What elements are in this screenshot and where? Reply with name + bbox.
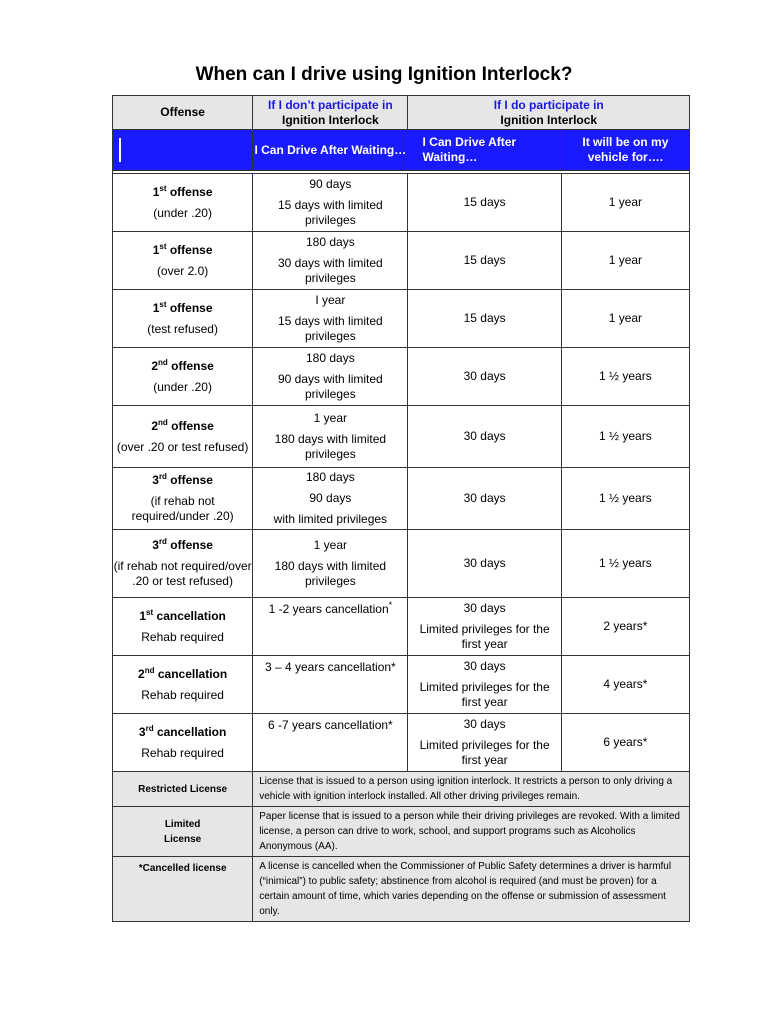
no-participate-cell [253,598,408,656]
offense-label: 2nd offense [151,417,214,433]
no-participate-cell [253,468,408,530]
participate-wait: 30 days [463,429,506,443]
table-row [113,348,690,406]
offense-sub: (over 2.0) [156,263,209,278]
offense-sub: (test refused) [147,321,218,336]
vehicle-duration-cell [561,530,689,598]
wait-primary: 180 days [306,351,355,365]
wait-primary: 1 -2 years cancellation* [268,600,393,616]
wait-primary: 90 days [309,177,352,191]
participate-wait: 30 days [463,717,506,731]
vehicle-duration: 4 years* [603,677,648,691]
offense-header: Offense [113,96,253,130]
vehicle-duration: 1 year [608,253,643,267]
wait-secondary: 90 days with limited privileges [278,372,383,401]
offense-cell [113,232,253,290]
definition-term: *Cancelled license [113,857,253,922]
no-participate-cell [253,714,408,772]
participate-wait: 30 days [463,601,506,615]
vehicle-duration: 6 years* [603,735,648,749]
participate-wait-cell [408,406,561,468]
interlock-table [112,95,690,922]
table-row [113,174,690,232]
offense-cell [113,530,253,598]
vehicle-duration: 1 ½ years [599,491,652,505]
participate-wait-cell [408,530,561,598]
participate-wait-cell [408,174,561,232]
table-row [113,468,690,530]
offense-cell [113,290,253,348]
participate-line2: Ignition Interlock [500,112,598,127]
offense-label: 1st offense [152,241,213,257]
no-participate-line1: If I don’t participate in [268,97,393,112]
definition-term: Limited License [113,807,253,857]
table-row [113,406,690,468]
wait-secondary: 15 days with limited privileges [278,314,383,343]
no-participate-cell [253,232,408,290]
wait-primary: 1 year [313,538,348,552]
offense-cell [113,406,253,468]
vehicle-duration: 1 year [608,311,643,325]
vehicle-duration-cell [561,174,689,232]
offense-sub: Rehab required [141,629,224,644]
participate-wait: 15 days [463,253,506,267]
definition-term: Restricted License [113,772,253,807]
offense-cell [113,598,253,656]
vehicle-duration-cell [561,714,689,772]
vehicle-duration-cell [561,406,689,468]
table-row [113,598,690,656]
offense-cell [113,656,253,714]
no-participate-line2: Ignition Interlock [282,112,379,127]
vehicle-duration: 1 ½ years [599,429,652,443]
wait-secondary: 180 days with limited privileges [274,559,387,588]
col2-subheader: I Can Drive After Waiting… [253,130,408,171]
vehicle-duration: 1 year [608,195,643,209]
offense-label: 2nd cancellation [138,665,228,681]
participate-wait-cell [408,714,561,772]
wait-secondary: 30 days with limited privileges [278,256,383,285]
participate-wait-cell [408,348,561,406]
no-participate-cell [253,174,408,232]
no-participate-header [253,96,408,130]
page-title: When can I drive using Ignition Interlock? [195,64,573,85]
participate-extra: Limited privileges for the first year [419,738,550,767]
participate-wait-cell [408,656,561,714]
participate-line1: If I do participate in [493,97,604,112]
participate-wait: 30 days [463,659,506,673]
offense-cell [113,174,253,232]
definition-row [113,772,690,807]
offense-label: 2nd offense [151,357,214,373]
offense-cell [113,468,253,530]
participate-wait-cell [408,598,561,656]
vehicle-duration-cell [561,290,689,348]
table-row [113,656,690,714]
vehicle-duration-cell [561,348,689,406]
offense-label: 1st offense [152,299,213,315]
offense-sub: (under .20) [153,205,212,220]
table-row [113,530,690,598]
participate-wait: 30 days [463,556,506,570]
definition-desc: A license is cancelled when the Commissioner of Public Safety determines a driver is harmful (“inimical”) to public safety; abstinence from alcohol is required (and must be proven) for a certain amount of time, which varies depending on the offense or submission of assessment only. [253,857,690,922]
offense-sub: Rehab required [141,687,224,702]
wait-primary: 1 year [313,411,348,425]
no-participate-cell [253,656,408,714]
col3-subheader: I Can Drive After Waiting… [408,130,561,171]
participate-wait-cell [408,290,561,348]
vehicle-duration: 1 ½ years [599,556,652,570]
no-participate-cell [253,348,408,406]
participate-wait: 15 days [463,311,506,325]
table-row [113,290,690,348]
wait-primary: 180 days [306,235,355,249]
offense-cell [113,714,253,772]
offense-cell [113,348,253,406]
vehicle-duration: 1 ½ years [599,369,652,383]
header-row [113,96,690,130]
offense-sub: Rehab required [141,745,224,760]
wait-secondary: 15 days with limited privileges [278,198,383,227]
table-row [113,714,690,772]
no-participate-cell [253,406,408,468]
participate-wait: 15 days [463,195,506,209]
definition-row [113,857,690,922]
offense-label: 1st cancellation [139,607,226,623]
participate-wait-cell [408,232,561,290]
no-participate-cell [253,530,408,598]
vehicle-duration-cell [561,598,689,656]
vehicle-duration: 2 years* [603,619,648,633]
offense-label: 3rd cancellation [138,723,227,739]
offense-label: 3rd offense [152,537,213,552]
wait-primary: 6 -7 years cancellation* [267,718,393,732]
table-row [113,232,690,290]
participate-header [408,96,690,130]
wait-primary: 180 days [306,470,355,484]
definition-desc: License that is issued to a person using ignition interlock. It restricts a person to only driving a vehicle with ignition interlock installed. All other driving privileges remain. [253,772,690,807]
offense-sub: (if rehab not required/under .20) [131,494,234,523]
definition-desc: Paper license that is issued to a person while their driving privileges are revoked. With a limited license, a person can drive to work, school, and support programs such as Alcoholics Anonymous (AA). [253,807,690,857]
offense-label: 3rd offense [152,472,213,487]
definition-row [113,807,690,857]
participate-extra: Limited privileges for the first year [419,622,550,651]
vehicle-duration-cell [561,468,689,530]
col4-subheader: It will be on my vehicle for…. [561,130,689,171]
wait-primary: 3 – 4 years cancellation* [264,660,396,674]
offense-sub: (if rehab not required/over .20 or test refused) [113,559,252,588]
participate-wait: 30 days [463,491,506,505]
wait-secondary: 180 days with limited privileges [274,432,387,461]
offense-label: 1st offense [152,183,213,199]
wait-primary: I year [315,293,346,307]
vehicle-duration-cell [561,232,689,290]
participate-extra: Limited privileges for the first year [419,680,550,709]
offense-sub: (over .20 or test refused) [116,439,249,454]
wait-tertiary: with limited privileges [273,512,388,526]
no-participate-cell [253,290,408,348]
offense-sub: (under .20) [153,379,212,394]
participate-wait: 30 days [463,369,506,383]
wait-secondary: 90 days [309,491,352,505]
participate-wait-cell [408,468,561,530]
offense-subheader-blank [113,130,253,171]
subheader-row [113,130,690,171]
vehicle-duration-cell [561,656,689,714]
